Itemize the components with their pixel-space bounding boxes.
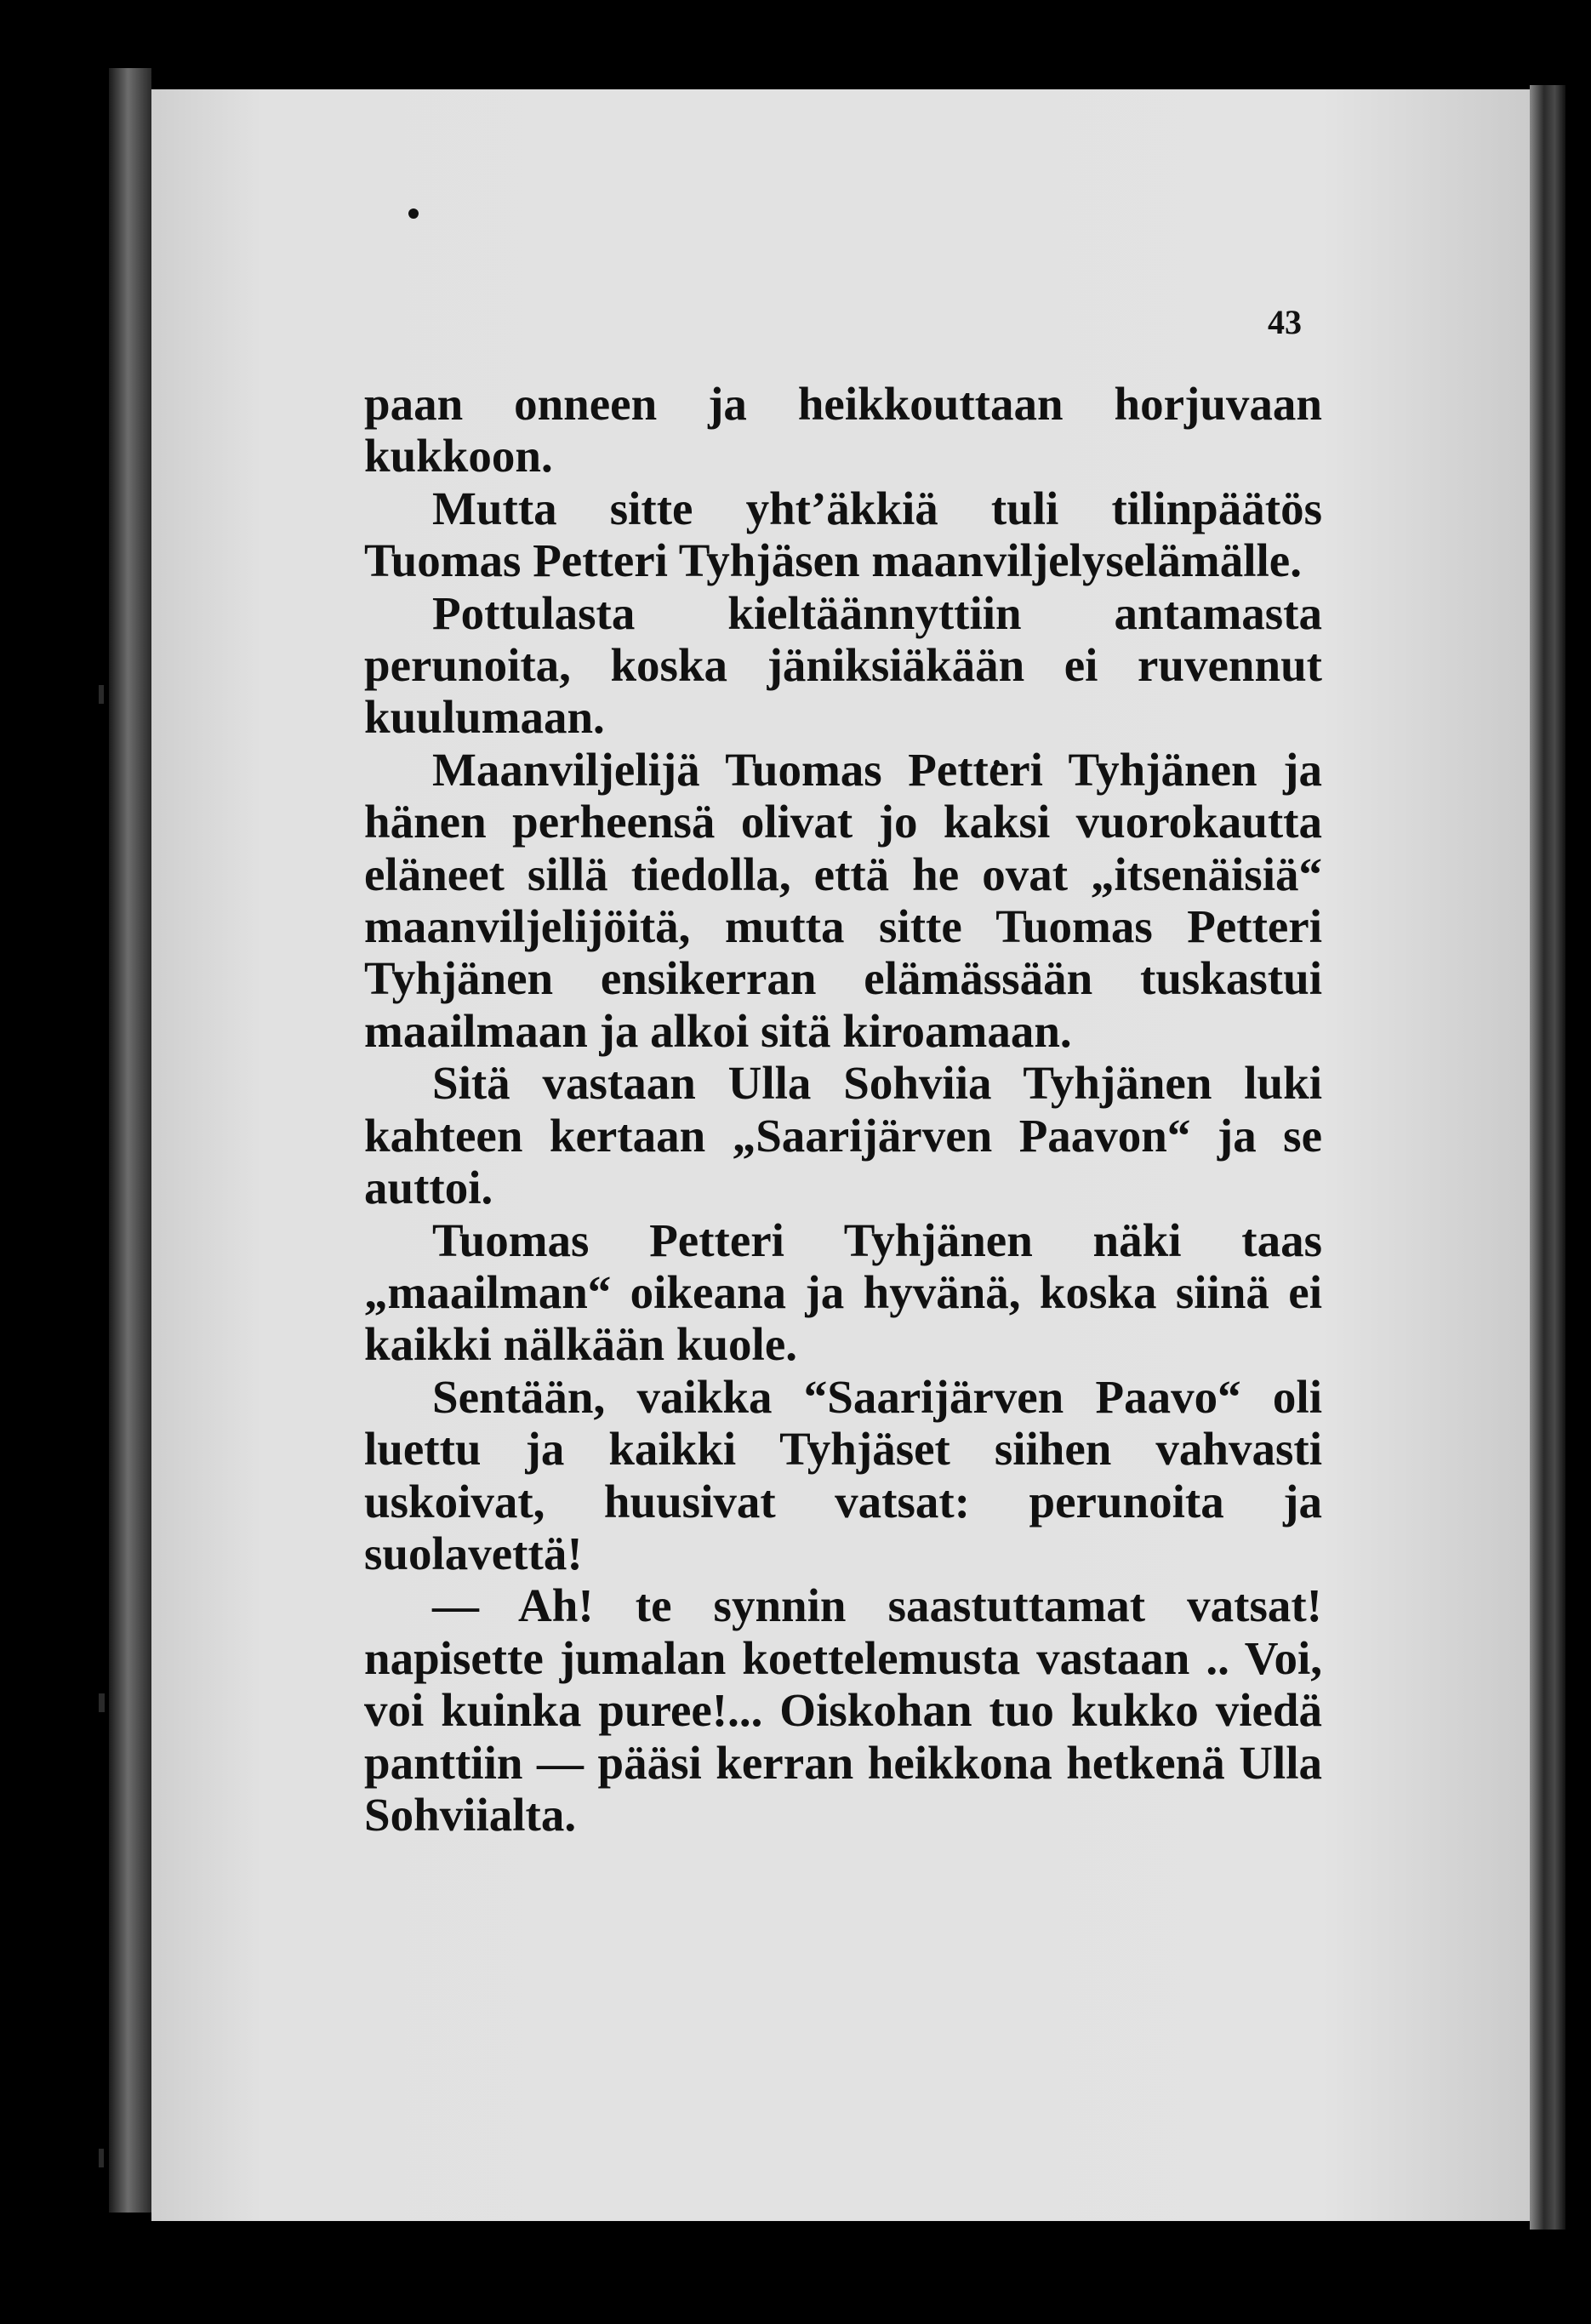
- right-page-edge: [1530, 85, 1565, 2230]
- paragraph: Mutta sitte yht’äkkiä tuli tilinpäätös Tuomas Petteri Tyhjäsen maanviljelyselämälle.: [364, 482, 1322, 587]
- paragraph: — Ah! te synnin saastuttamat vatsat! napisette jumalan koettelemusta vastaan .. Voi, voi kuinka puree!... Oiskohan tuo kukko viedä panttiin — pääsi kerran heikkona hetkenä Ulla Sohviialta.: [364, 1579, 1322, 1841]
- paragraph: Maanviljelijä Tuomas Petteri Tyhjänen ja hänen perheensä olivat jo kaksi vuorokautta eläneet sillä tiedolla, että he ovat „itsenäisiä“ maanviljelijöitä, mutta sitte Tuomas Petteri Tyhjänen ensikerran elämässään tuskastui maailmaan ja alkoi sitä kiroamaan.: [364, 743, 1322, 1057]
- page-number: 43: [1268, 303, 1302, 341]
- margin-mark: [99, 685, 104, 704]
- margin-mark: [99, 1693, 105, 1712]
- paragraph: paan onneen ja heikkouttaan horjuvaan kukkoon.: [364, 378, 1322, 483]
- body-text: [364, 378, 1322, 1841]
- margin-mark: [99, 2149, 104, 2167]
- paragraph: Sitä vastaan Ulla Sohviia Tyhjänen luki kahteen kertaan „Saarijärven Paavon“ ja se auttoi.: [364, 1057, 1322, 1214]
- paragraph: Sentään, vaikka “Saarijärven Paavo“ oli luettu ja kaikki Tyhjäset siihen vahvasti uskoivat, huusivat vatsat: perunoita ja suolavettä!: [364, 1370, 1322, 1579]
- paragraph: Pottulasta kieltäännyttiin antamasta perunoita, koska jäniksiäkään ei ruvennut kuulumaan.: [364, 586, 1322, 744]
- paragraph: Tuomas Petteri Tyhjänen näki taas „maailman“ oikeana ja hyvänä, koska siinä ei kaikki nälkään kuole.: [364, 1213, 1322, 1371]
- ink-speck: [408, 208, 419, 219]
- left-page-edge: [109, 68, 151, 2213]
